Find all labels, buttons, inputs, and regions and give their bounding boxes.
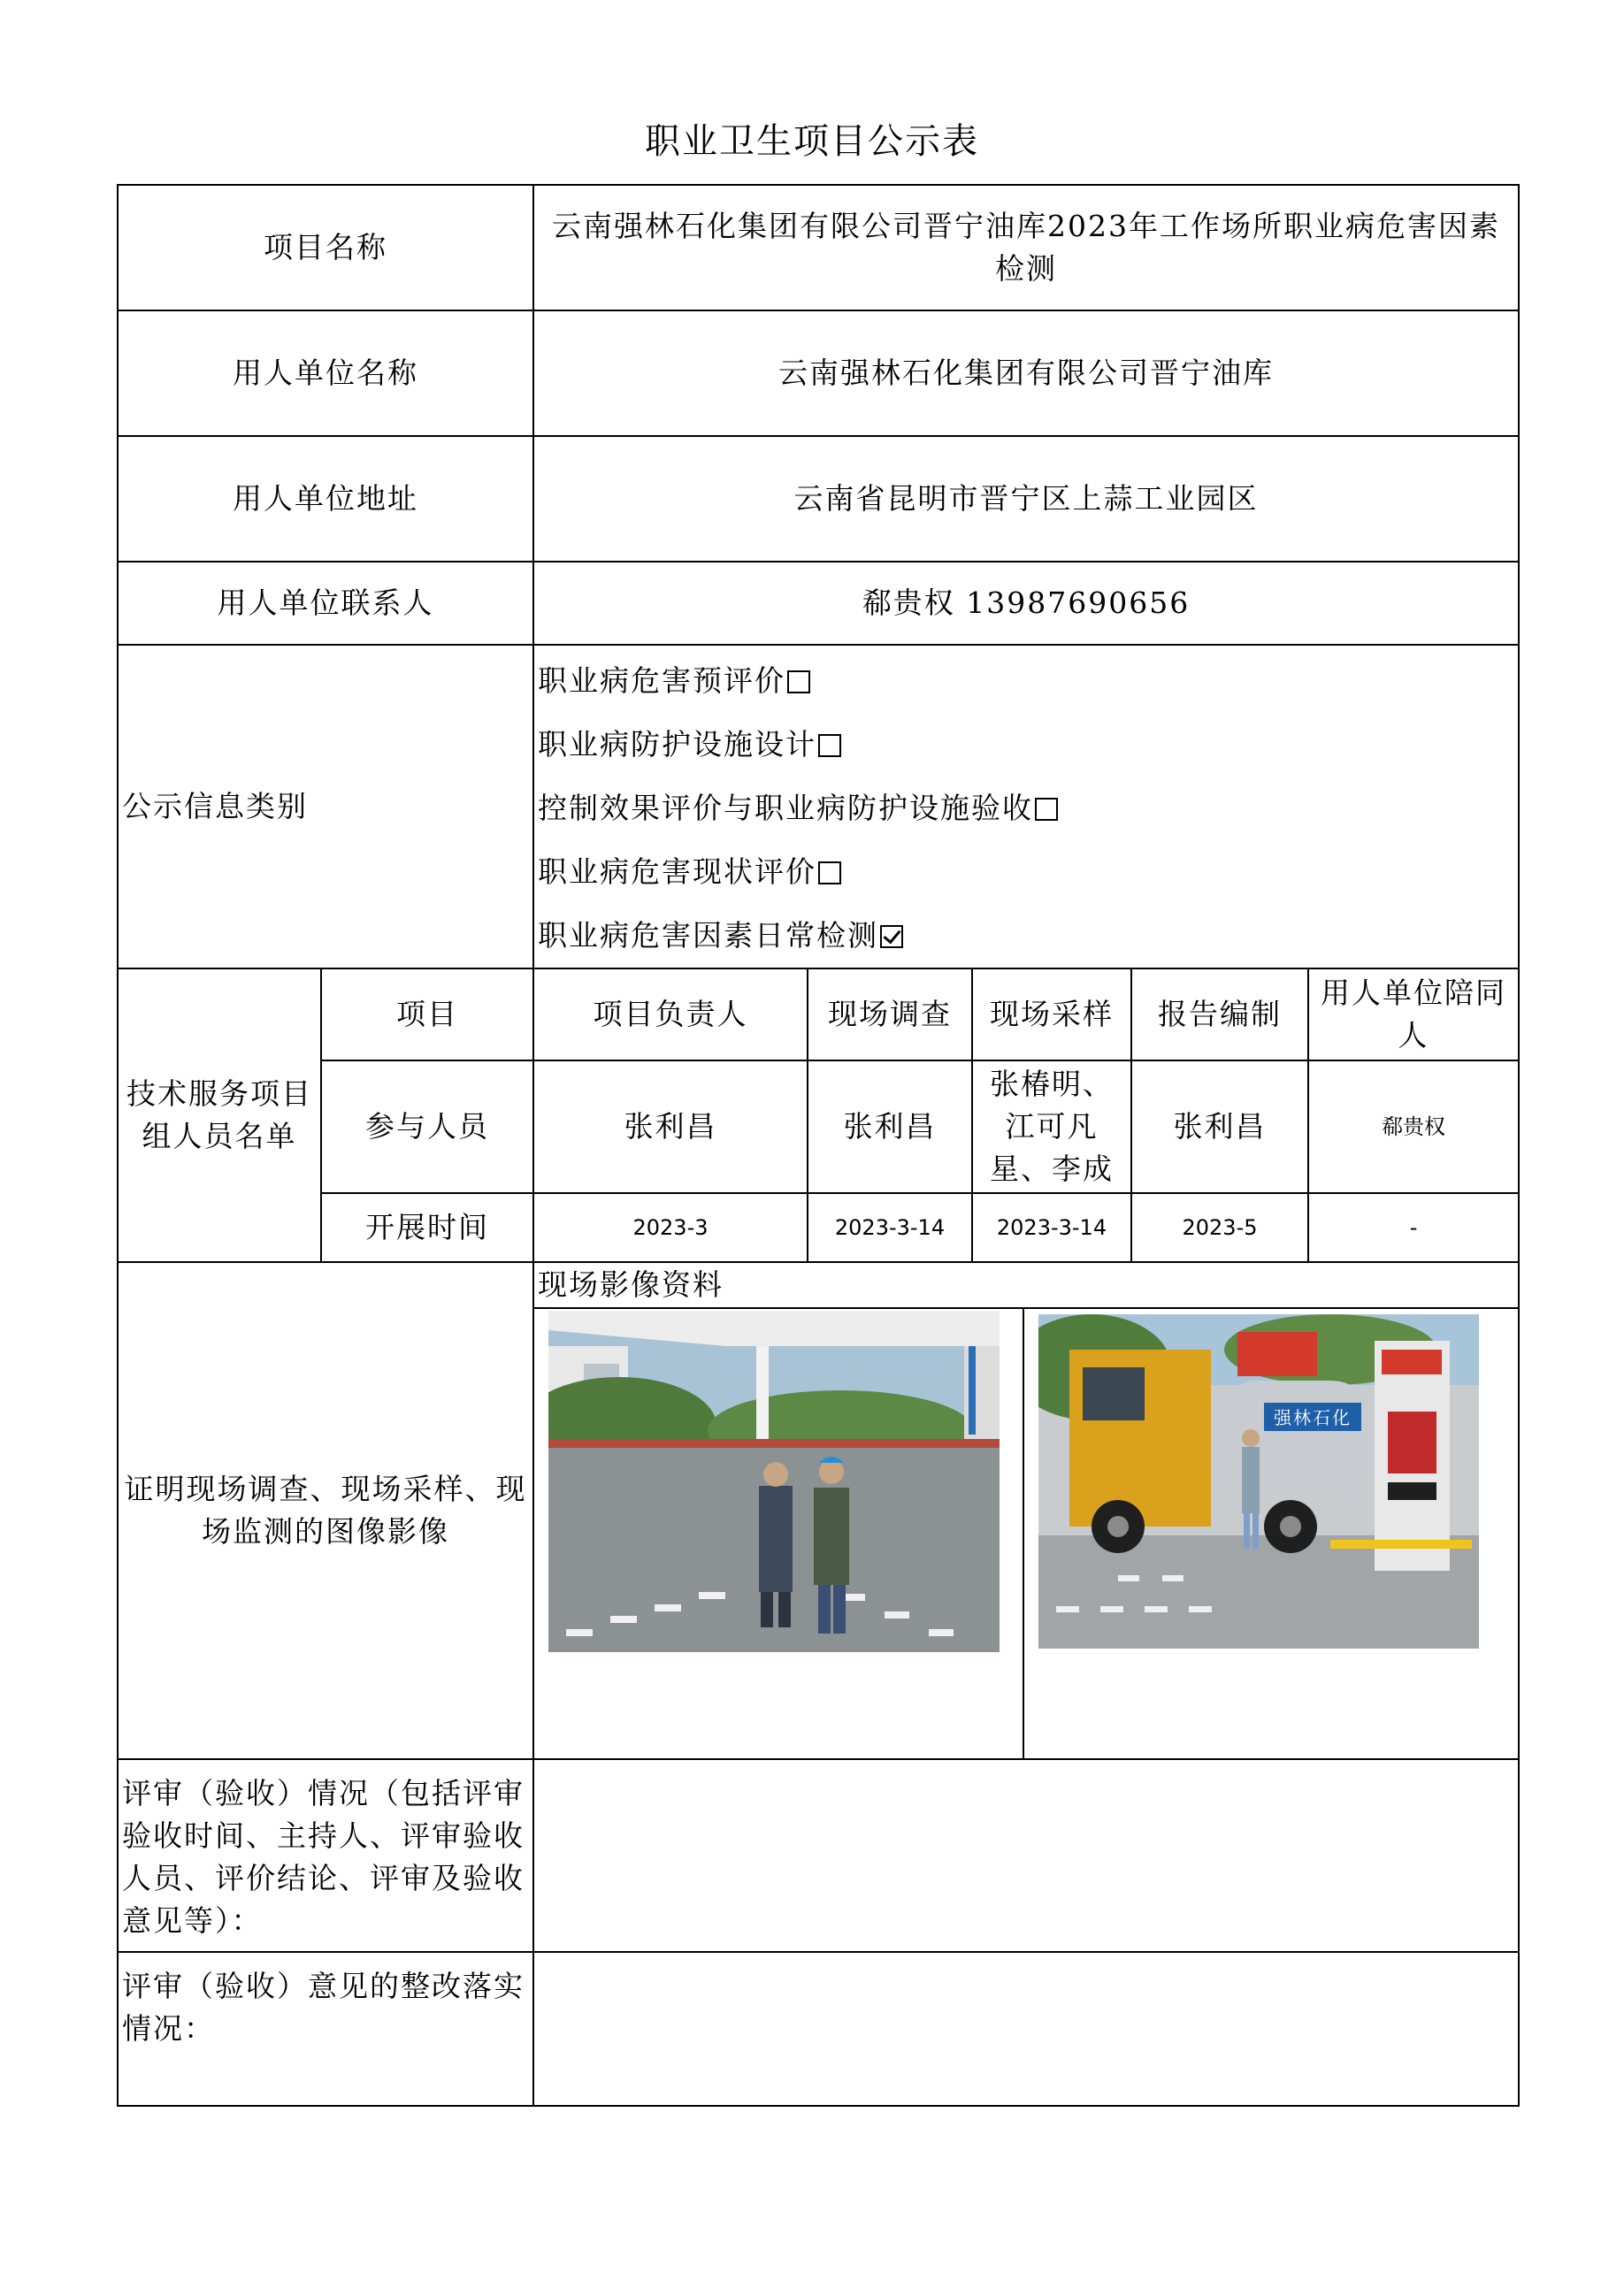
checkbox-icon[interactable] — [880, 925, 903, 948]
row-category — [118, 645, 1519, 968]
row-employer-name — [118, 310, 1519, 436]
category-item — [534, 840, 1518, 904]
truck-sign-text: 强林石化 — [1274, 1407, 1352, 1428]
team-header-sampling: 现场采样 — [972, 968, 1131, 1060]
category-list — [533, 645, 1519, 968]
time-report: 2023-5 — [1131, 1193, 1308, 1262]
team-header-lead: 项目负责人 — [533, 968, 808, 1060]
checkbox-icon[interactable] — [1035, 798, 1058, 821]
category-label: 公示信息类别 — [118, 645, 533, 968]
checkbox-icon[interactable] — [818, 861, 841, 884]
category-item-label: 控制效果评价与职业病防护设施验收 — [538, 791, 1033, 825]
project-name-label: 项目名称 — [118, 185, 533, 310]
employer-name-value: 云南强林石化集团有限公司晋宁油库 — [533, 310, 1519, 436]
category-item — [534, 713, 1518, 777]
employer-contact-value: 郗贵权 13987690656 — [533, 562, 1519, 645]
row-rectification — [118, 1952, 1519, 2106]
category-item — [534, 777, 1518, 840]
row-team-header — [118, 968, 1519, 1060]
employer-address-value: 云南省昆明市晋宁区上蒜工业园区 — [533, 436, 1519, 562]
category-item — [534, 649, 1518, 713]
page-title: 职业卫生项目公示表 — [645, 121, 979, 162]
employer-name-label: 用人单位名称 — [118, 310, 533, 436]
time-lead: 2023-3 — [533, 1193, 808, 1262]
time-label: 开展时间 — [321, 1193, 533, 1262]
review-label: 评审（验收）情况（包括评审验收时间、主持人、评审验收人员、评价结论、评审及验收意见等）： — [118, 1759, 533, 1952]
participant-survey: 张利昌 — [808, 1060, 972, 1193]
time-sampling: 2023-3-14 — [972, 1193, 1131, 1262]
row-team-times — [118, 1193, 1519, 1262]
rectification-label: 评审（验收）意见的整改落实情况： — [118, 1952, 533, 2106]
checkbox-icon[interactable] — [818, 734, 841, 757]
employer-contact-label: 用人单位联系人 — [118, 562, 533, 645]
team-header-survey: 现场调查 — [808, 968, 972, 1060]
row-project-name — [118, 185, 1519, 310]
category-item — [534, 904, 1518, 968]
images-cell — [533, 1262, 1519, 1759]
row-employer-address — [118, 436, 1519, 562]
category-item-label: 职业病危害因素日常检测 — [538, 918, 878, 953]
row-team-participants — [118, 1060, 1519, 1193]
participant-lead: 张利昌 — [533, 1060, 808, 1193]
category-item-label: 职业病防护设施设计 — [538, 727, 816, 762]
category-item-label: 职业病危害现状评价 — [538, 854, 816, 889]
images-label: 证明现场调查、现场采样、现场监测的图像影像 — [118, 1262, 533, 1759]
rectification-value — [533, 1952, 1519, 2106]
team-header-escort: 用人单位陪同人 — [1308, 968, 1519, 1060]
site-photo-tanker-truck-image — [1038, 1314, 1479, 1649]
row-employer-contact — [118, 562, 1519, 645]
images-header: 现场影像资料 — [534, 1263, 1518, 1309]
row-review — [118, 1759, 1519, 1952]
team-header-report: 报告编制 — [1131, 968, 1308, 1060]
time-survey: 2023-3-14 — [808, 1193, 972, 1262]
team-label: 技术服务项目组人员名单 — [118, 968, 321, 1262]
site-photo-tanker-truck — [1038, 1314, 1479, 1649]
review-value — [533, 1759, 1519, 1952]
participants-label: 参与人员 — [321, 1060, 533, 1193]
checkbox-icon[interactable] — [787, 670, 810, 693]
image-divider — [1023, 1309, 1024, 1758]
category-item-label: 职业病危害预评价 — [538, 663, 785, 698]
site-photo-inspectors-image — [548, 1311, 1000, 1652]
team-header-item: 项目 — [321, 968, 533, 1060]
participant-report: 张利昌 — [1131, 1060, 1308, 1193]
disclosure-table — [117, 184, 1520, 2107]
participant-sampling: 张椿明、江可凡星、李成 — [972, 1060, 1131, 1193]
images-panel — [534, 1309, 1518, 1758]
row-images — [118, 1262, 1519, 1759]
employer-address-label: 用人单位地址 — [118, 436, 533, 562]
time-escort: - — [1308, 1193, 1519, 1262]
participant-escort: 郗贵权 — [1308, 1060, 1519, 1193]
project-name-value: 云南强林石化集团有限公司晋宁油库2023年工作场所职业病危害因素检测 — [533, 185, 1519, 310]
site-photo-inspectors — [548, 1311, 1000, 1652]
